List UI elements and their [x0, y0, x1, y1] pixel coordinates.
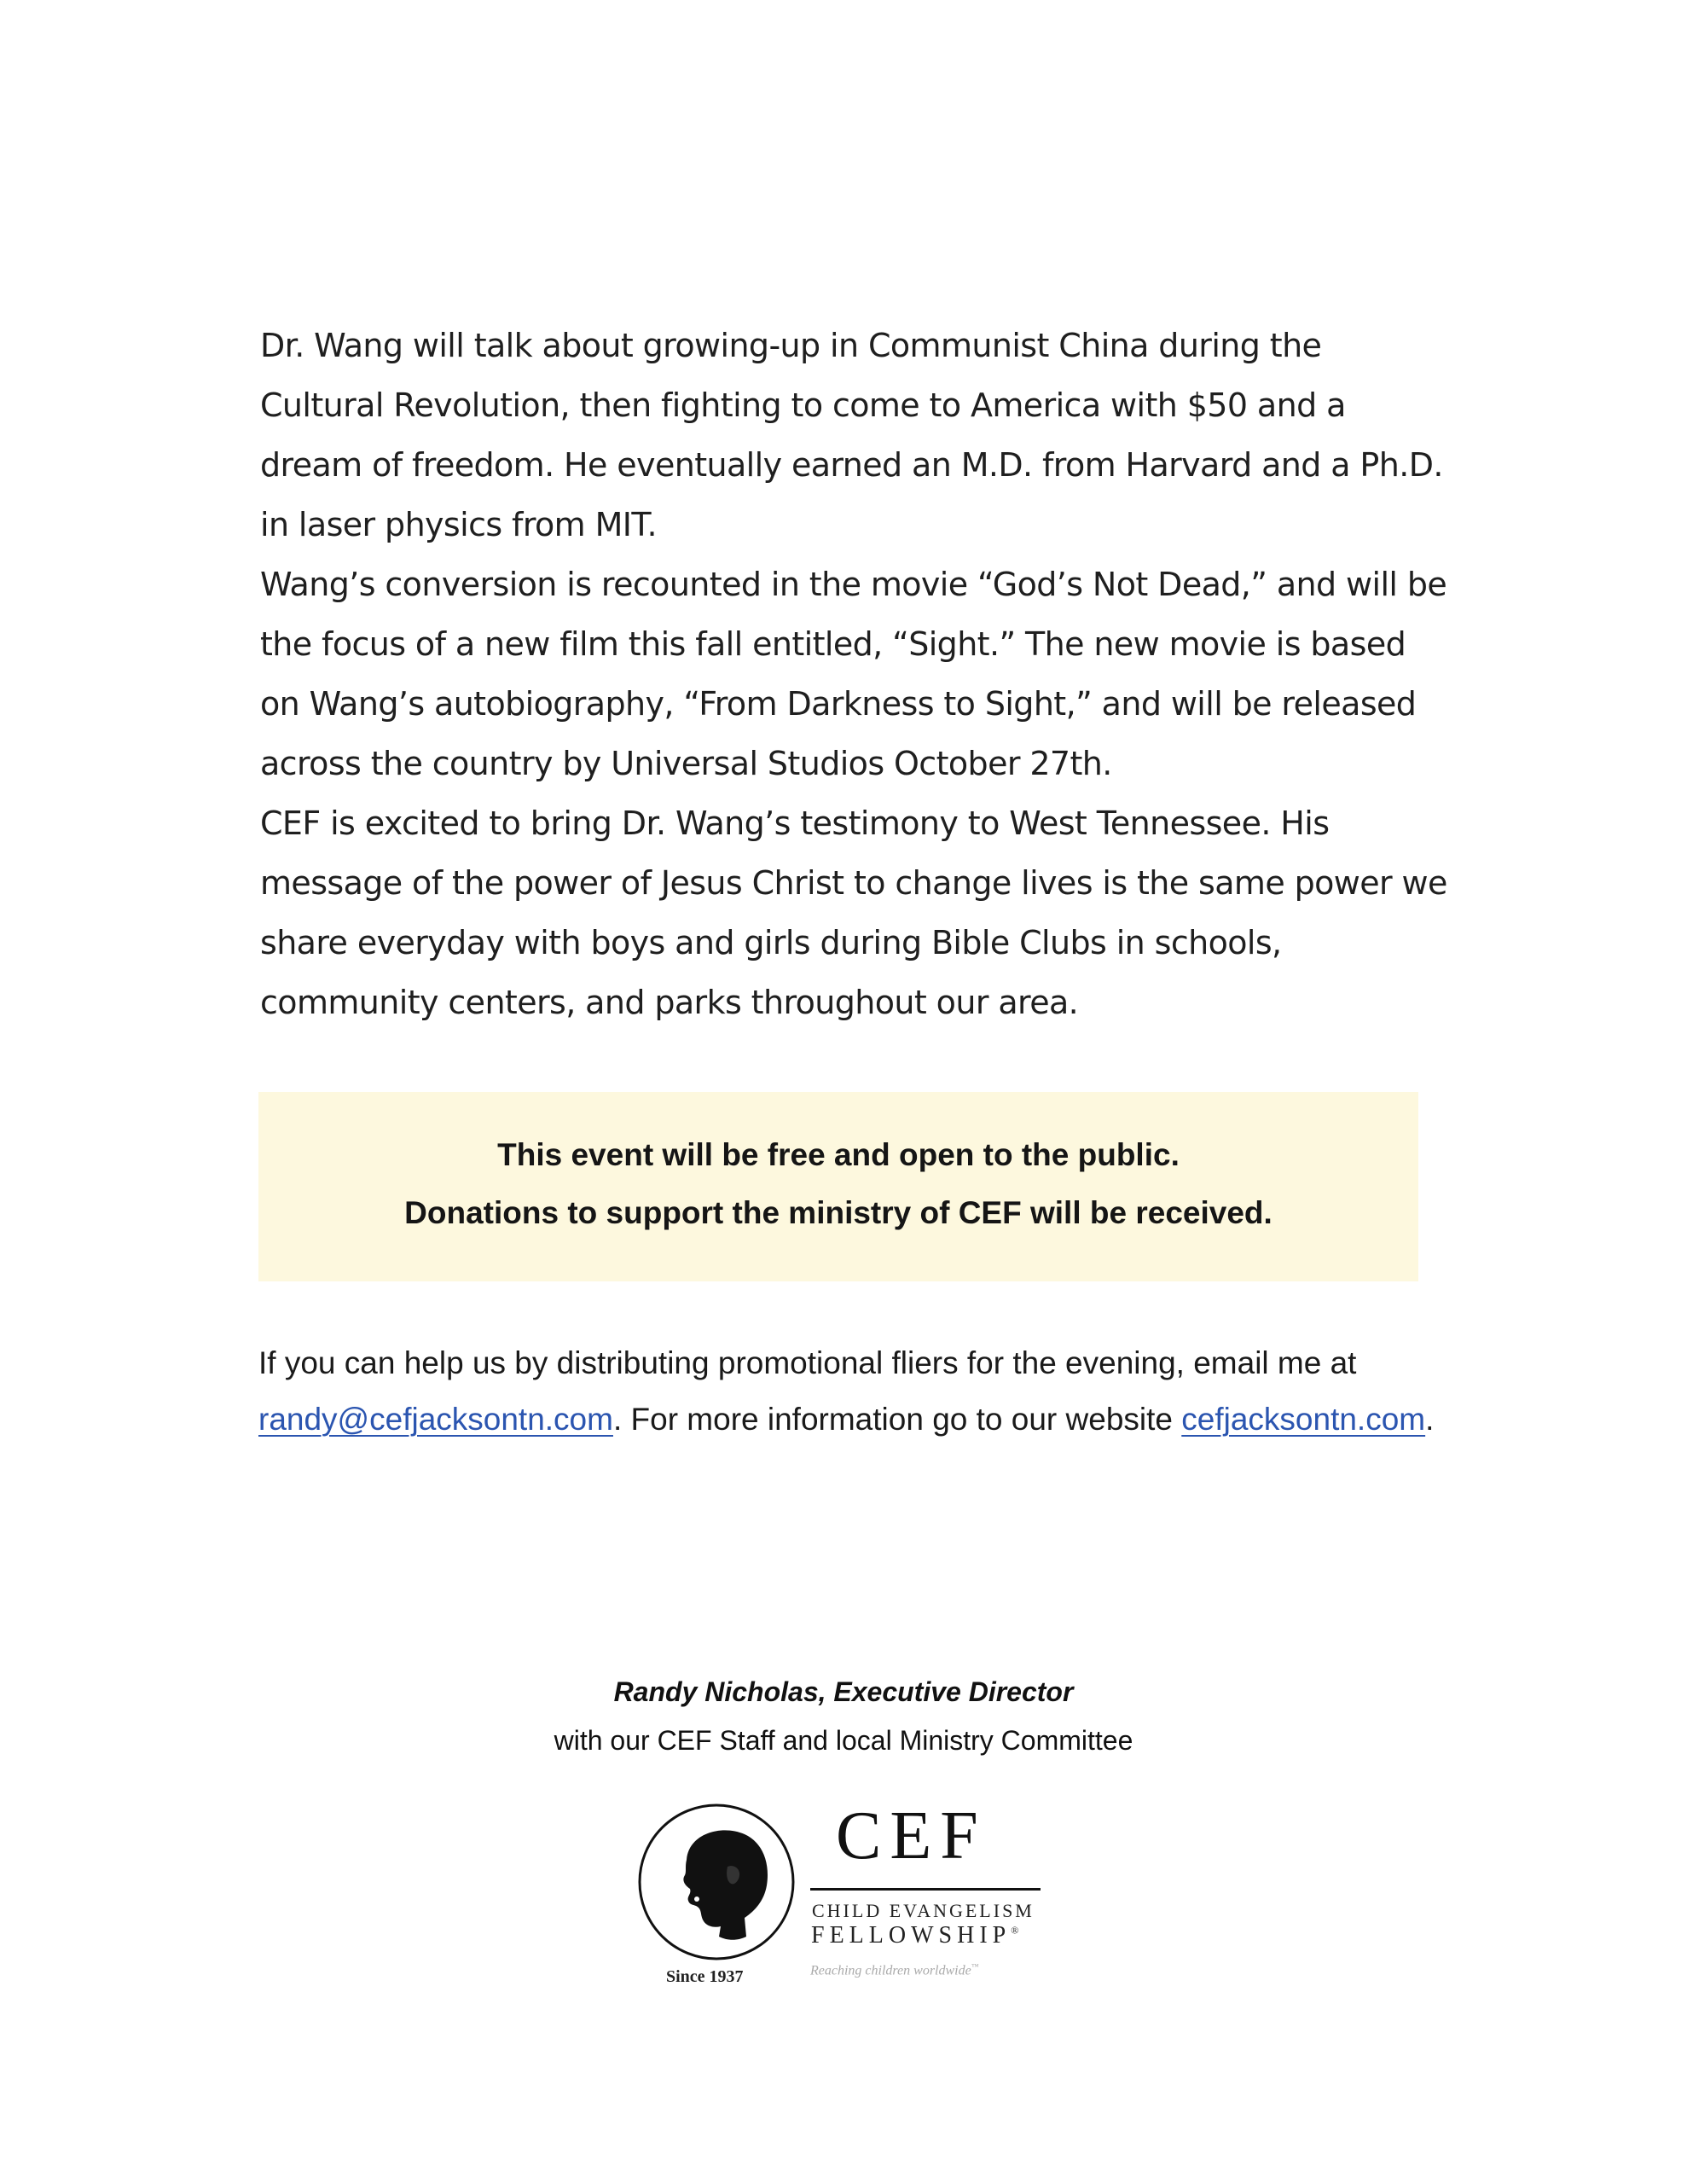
logo-tagline-mark: ™ — [971, 1962, 979, 1971]
contact-paragraph — [258, 1335, 1470, 1448]
contact-text-middle: . For more information go to our website — [612, 1402, 1173, 1437]
paragraph-background: Dr. Wang will talk about growing-up in Communist China during the Cultural Revolution, then fighting to come to America with $50 and a dream of freedom. He eventually earned an M.D. from Harvard and a Ph.D. in laser physics from MIT. — [260, 327, 1443, 543]
email-link[interactable]: randy@cefjacksontn.com — [258, 1402, 613, 1437]
logo-since-year: Since 1937 — [666, 1967, 744, 1986]
website-link[interactable]: cefjacksontn.com — [1181, 1402, 1426, 1437]
logo-registered-mark: ® — [1011, 1924, 1019, 1937]
paragraph-conversion: Wang’s conversion is recounted in the movie “God’s Not Dead,” and will be the focus of a new film this fall entitled, “Sight.” The new movie is based on Wang’s autobiography, “From Darkness to Sight,” and will be released across the country by Universal Studios October 27th. — [260, 566, 1447, 782]
cef-abbreviation: CEF — [836, 1798, 987, 1873]
contact-text-intro: If you can help us by distributing promotional fliers for the evening, email me at — [258, 1345, 1357, 1380]
logo-tagline: Reaching children worldwide — [810, 1963, 971, 1978]
event-callout-box — [258, 1092, 1418, 1281]
signature-name: Randy Nicholas, Executive Director — [613, 1676, 1074, 1707]
logo-fellowship: FELLOWSHIP — [811, 1922, 1012, 1949]
callout-free-event: This event will be free and open to the public. — [497, 1137, 1180, 1172]
signature-subtitle: with our CEF Staff and local Ministry Committee — [554, 1725, 1133, 1756]
body-text — [260, 316, 1454, 1032]
logo-child-evangelism: CHILD EVANGELISM — [812, 1900, 1035, 1921]
logo-divider — [810, 1888, 1041, 1891]
callout-donations: Donations to support the ministry of CEF will be received. — [404, 1195, 1272, 1230]
contact-text-end: . — [1425, 1402, 1435, 1437]
logo-fellowship-line — [811, 1922, 1018, 1949]
logo-tagline-line — [810, 1962, 979, 1978]
child-silhouette-icon — [635, 1800, 806, 1971]
paragraph-cef-mission: CEF is excited to bring Dr. Wang’s testimony to West Tennessee. His message of the power of Jesus Christ to change lives is the same power we share everyday with boys and girls during Bible Clubs in schools, community centers, and parks throughout our area. — [260, 804, 1447, 1021]
cef-logo — [635, 1800, 1053, 1996]
